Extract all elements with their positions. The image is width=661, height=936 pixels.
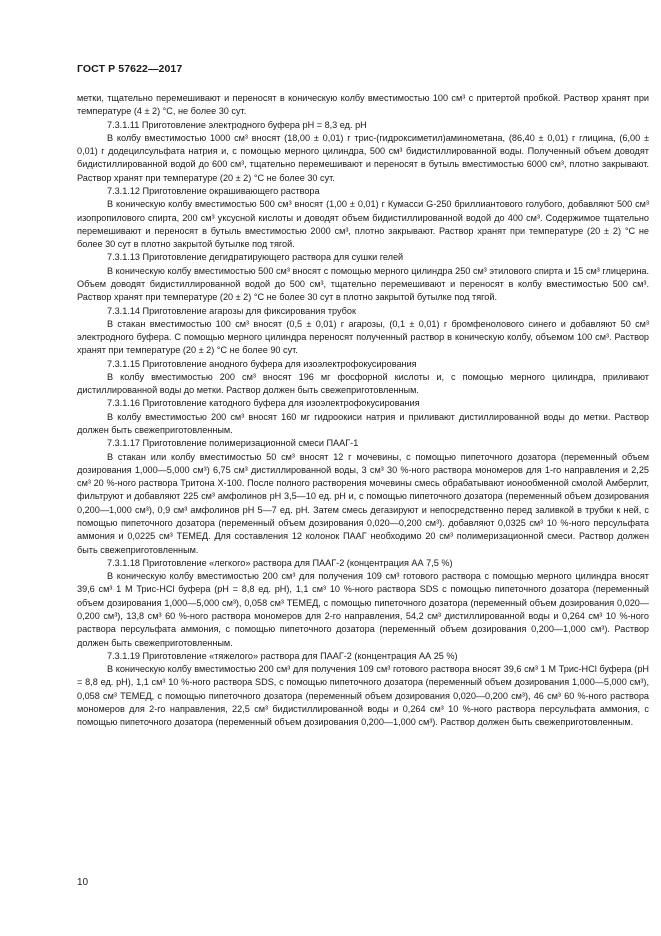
paragraph: В коническую колбу вместимостью 200 см³ для получения 109 см³ готового раствора с помощью мерного цилиндра вносят 39,6 см³ 1 М Трис-HCl буфера (рН = 8,8 ед. рН), 1,1 см³ 10 %-ного раствора SDS с помощью пипеточного дозатора (переменный объем дозирования 1,000—5,000 см³), 0,058 см³ ТЕМЕД, с помощью пипеточного дозатора (переменный объем дозирования 0,020—0,200 см³), 13,8 см³ 60 %-ного раствора мономеров для 2-го направления, 54,2 см³ дистиллированной воды и 0,264 см³ 10 %-ного раствора персульфата аммония, с помощью пипеточного дозатора (переменный объем дозирования 0,200—1,000 см³). Раствор должен быть свежеприготовленным. <box>77 571 649 648</box>
paragraph: В стакан вместимостью 100 см³ вносят (0,5 ± 0,01) г агарозы, (0,1 ± 0,01) г бромфенолового синего и добавляют 50 см³ электродного буфера. С помощью мерного цилиндра переносят полученный раствор в коническую колбу, объемом 100 см³. Раствор хранят при температуре (20 ± 2) °С не более 90 сут. <box>77 318 649 356</box>
paragraph: В колбу вместимостью 200 см³ вносят 196 мг фосфорной кислоты и, с помощью мерного цилиндра, приливают дистиллированной воды до метки. Раствор должен быть свежеприготовленным. <box>77 371 649 396</box>
paragraph: В коническую колбу вместимостью 500 см³ вносят (1,00 ± 0,01) г Кумасси G-250 бриллиантового голубого, добавляют 500 см³ изопропилового спирта, 200 см³ уксусной кислоты и доводят объем бидистиллированной водой до 400 см³. Содержимое тщательно перемешивают и переносят в бутыль вместимостью 2000 см³, плотно закрывают. Раствор хранят при температуре (20 ± 2) °С не более 30 сут в плотно закрытой бутылке под тягой. <box>77 199 649 250</box>
section-heading: 7.3.1.12 Приготовление окрашивающего раствора <box>107 185 320 196</box>
paragraph: В колбу вместимостью 200 см³ вносят 160 мг гидроокиси натрия и приливают дистиллированной воды до метки. Раствор должен быть свежеприготовленным. <box>77 411 649 436</box>
document-body <box>77 92 649 730</box>
section-heading: 7.3.1.17 Приготовление полимеризационной смеси ПААГ-1 <box>107 438 359 449</box>
paragraph: В колбу вместимостью 1000 см³ вносят (18,00 ± 0,01) г трис-(гидроксиметил)аминометана, (86,40 ± 0,01) г глицина, (6,00 ± 0,01) г додецилсульфата натрия и, с помощью мерного цилиндра, 500 см³ бидистиллированной воды. Полученный объем доводят бидистиллированной водой до 600 см³, тщательно перемешивают и переносят в бутыль вместимостью 6000 см³, плотно закрывают. Раствор хранят при температуре (20 ± 2) °С не более 30 сут. <box>77 132 649 183</box>
section-heading: 7.3.1.11 Приготовление электродного буфера рН = 8,3 ед. рН <box>107 119 367 130</box>
section-heading: 7.3.1.15 Приготовление анодного буфера для изоэлектрофокусирования <box>107 358 417 369</box>
section-heading: 7.3.1.16 Приготовление катодного буфера для изоэлектрофокусирования <box>107 398 420 409</box>
paragraph: В коническую колбу вместимостью 500 см³ вносят с помощью мерного цилиндра 250 см³ этилового спирта и 15 см³ глицерина. Объем доводят бидистиллированной водой до 500 см³, тщательно перемешивают и переносят в колбу вместимостью 500 см³. Раствор хранят при температуре (20 ± 2) °С не более 30 сут в плотно закрытой бутылке под тягой. <box>77 265 649 303</box>
paragraph: метки, тщательно перемешивают и переносят в коническую колбу вместимостью 100 см³ с притертой пробкой. Раствор хранят при температуре (4 ± 2) °С, не более 30 сут. <box>77 93 649 117</box>
section-heading: 7.3.1.18 Приготовление «легкого» раствора для ПААГ-2 (концентрация АА 7,5 %) <box>107 557 453 568</box>
paragraph: В стакан или колбу вместимостью 50 см³ вносят 12 г мочевины, с помощью пипеточного дозатора (переменный объем дозирования 1,000—5,000 см³) 6,75 см³ дистиллированной воды, 3 см³ 30 %-ного раствора мономеров для 1-го направления и 2,25 см³ 20 %-ного раствора Тритона Х-100. После полного растворения мочевины смесь обрабатывают ионообменной смолой Амберлит, фильтруют и добавляют 225 см³ амфолинов рН 3,5—10 ед. рН и, с помощью пипеточного дозатора (переменный объем дозирования 0,200—1,000 см³), 0,9 см³ амфолинов рН 5—7 ед. рН. Затем смесь дегазируют и непосредственно перед заливкой в трубки к ней, с помощью пипеточного дозатора (переменный объем дозирования 0,020—0,200 см³). добавляют 0,0325 см³ 10 %-ного персульфата аммония и 0,0225 см³ ТЕМЕД. Для составления 12 колонок ПААГ необходимо 20 см³ полимеризационной смеси. Раствор должен быть свежеприготовленным. <box>77 451 649 555</box>
section-heading: 7.3.1.19 Приготовление «тяжелого» раствора для ПААГ-2 (концентрация АА 25 %) <box>107 650 458 661</box>
section-heading: 7.3.1.13 Приготовление дегидратирующего раствора для сушки гелей <box>107 252 404 263</box>
section-heading: 7.3.1.14 Приготовление агарозы для фиксирования трубок <box>107 305 356 316</box>
document-header: ГОСТ Р 57622—2017 <box>77 63 183 75</box>
paragraph: В коническую колбу вместимостью 200 см³ для получения 109 см³ готового раствора вносят 39,6 см³ 1 М Трис-HCl буфера (рН = 8,8 ед. рН), 1,1 см³ 10 %-ного раствора SDS, с помощью пипеточного дозатора (переменный объем дозирования 1,000—5,000 см³), 0,058 см³ ТЕМЕД, с помощью пипеточного дозатора (переменный объем дозирования 0,020—0,200 см³), 46 см³ 60 %-ного раствора мономеров для 2-го направления, 22,5 см³ бидистиллированной воды и 0,264 см³ 10 %-ного раствора персульфата аммония, с помощью пипеточного дозатора (переменный объем дозирования 0,200—1,000 см³). Раствор должен быть свежеприготовленным. <box>77 664 649 728</box>
page-number: 10 <box>77 877 89 888</box>
